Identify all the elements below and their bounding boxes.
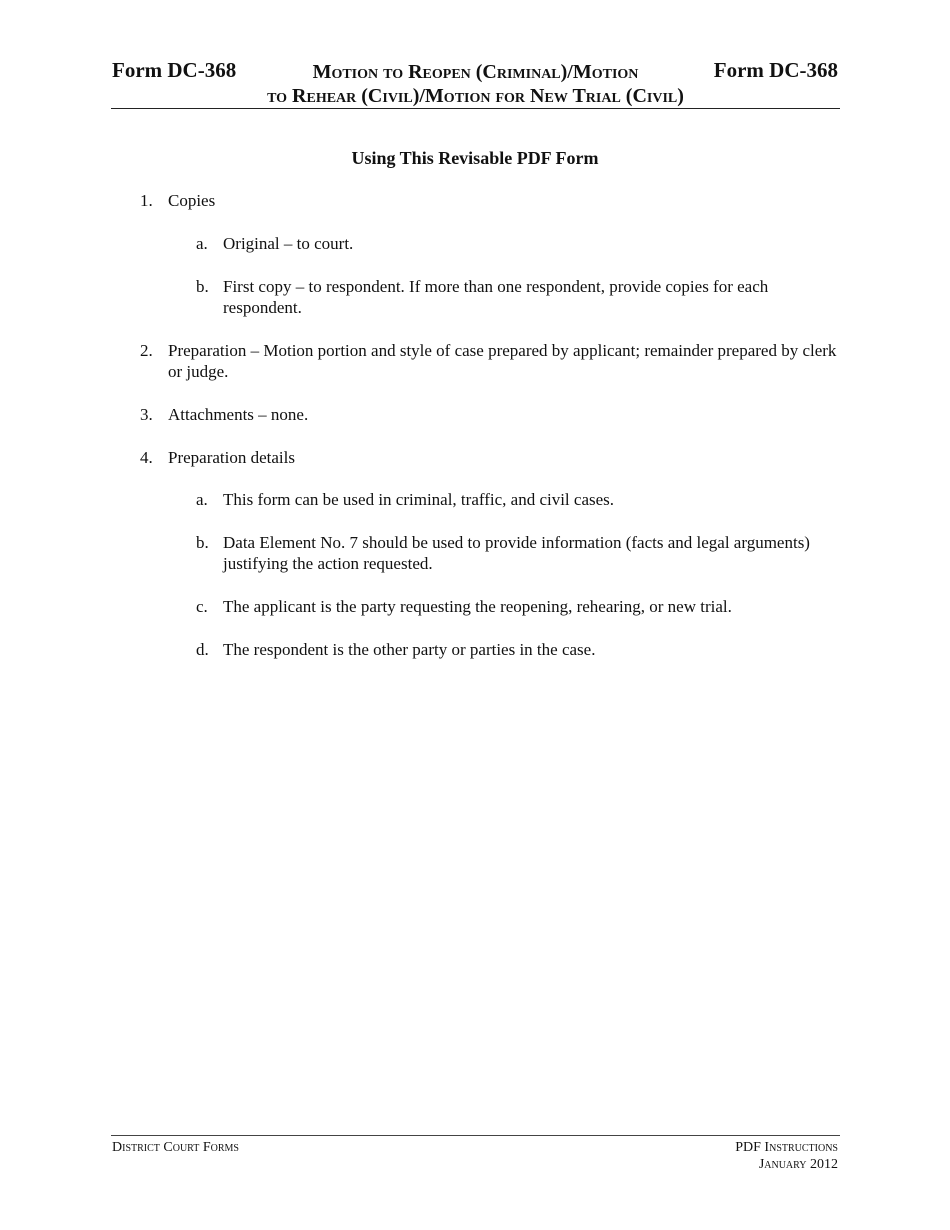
list-subitem-letter: a. — [196, 234, 208, 253]
list-subitem-letter: b. — [196, 277, 209, 296]
list-item-text: Copies — [168, 191, 216, 210]
list-subitem-4b — [196, 532, 836, 574]
list-subitem-text: This form can be used in criminal, traffic, and civil cases. — [223, 490, 615, 509]
list-subitem-text: The respondent is the other party or parties in the case. — [223, 640, 596, 659]
list-subitem-letter: b. — [196, 533, 209, 552]
list-subitem-text: First copy – to respondent. If more than one respondent, provide copies for each respondent. — [223, 277, 769, 317]
footer-right-block — [735, 1139, 838, 1173]
list-subitem-letter: c. — [196, 597, 208, 616]
list-subitem-letter: d. — [196, 640, 209, 659]
list-item-number: 1. — [140, 191, 153, 210]
footer-left-label: District Court Forms — [112, 1140, 239, 1155]
form-number-right: Form DC-368 — [713, 58, 838, 82]
list-item-number: 2. — [140, 341, 153, 360]
list-subitem-text: Data Element No. 7 should be used to provide information (facts and legal arguments) justifying the action requested. — [223, 533, 810, 573]
document-header — [111, 56, 840, 109]
list-item-4 — [140, 447, 840, 468]
list-subitem-4d — [196, 639, 836, 660]
list-item-text: Preparation – Motion portion and style of case prepared by applicant; remainder prepared by clerk or judge. — [168, 341, 837, 381]
form-title-line-1: Motion to Reopen (Criminal)/Motion — [312, 61, 639, 83]
list-item-2 — [140, 340, 840, 382]
list-subitem-4a — [196, 489, 836, 510]
section-title: Using This Revisable PDF Form — [351, 148, 599, 168]
list-item-number: 4. — [140, 448, 153, 467]
list-item-text: Attachments – none. — [168, 405, 309, 424]
form-title-line-2: to Rehear (Civil)/Motion for New Trial (Civil) — [267, 85, 684, 107]
list-subitem-4c — [196, 596, 836, 617]
footer-date-label: January 2012 — [758, 1157, 838, 1172]
form-number-left: Form DC-368 — [112, 58, 237, 82]
footer-instructions-label: PDF Instructions — [735, 1140, 838, 1155]
list-item-text: Preparation details — [168, 448, 295, 467]
list-subitem-text: Original – to court. — [223, 234, 354, 253]
list-subitem-1a — [196, 233, 836, 254]
list-subitem-letter: a. — [196, 490, 208, 509]
list-item-number: 3. — [140, 405, 153, 424]
document-footer — [111, 1135, 840, 1172]
list-subitem-1b — [196, 276, 836, 318]
list-item-3 — [140, 404, 840, 425]
list-subitem-text: The applicant is the party requesting the reopening, rehearing, or new trial. — [223, 597, 732, 616]
list-item-1 — [140, 190, 840, 211]
